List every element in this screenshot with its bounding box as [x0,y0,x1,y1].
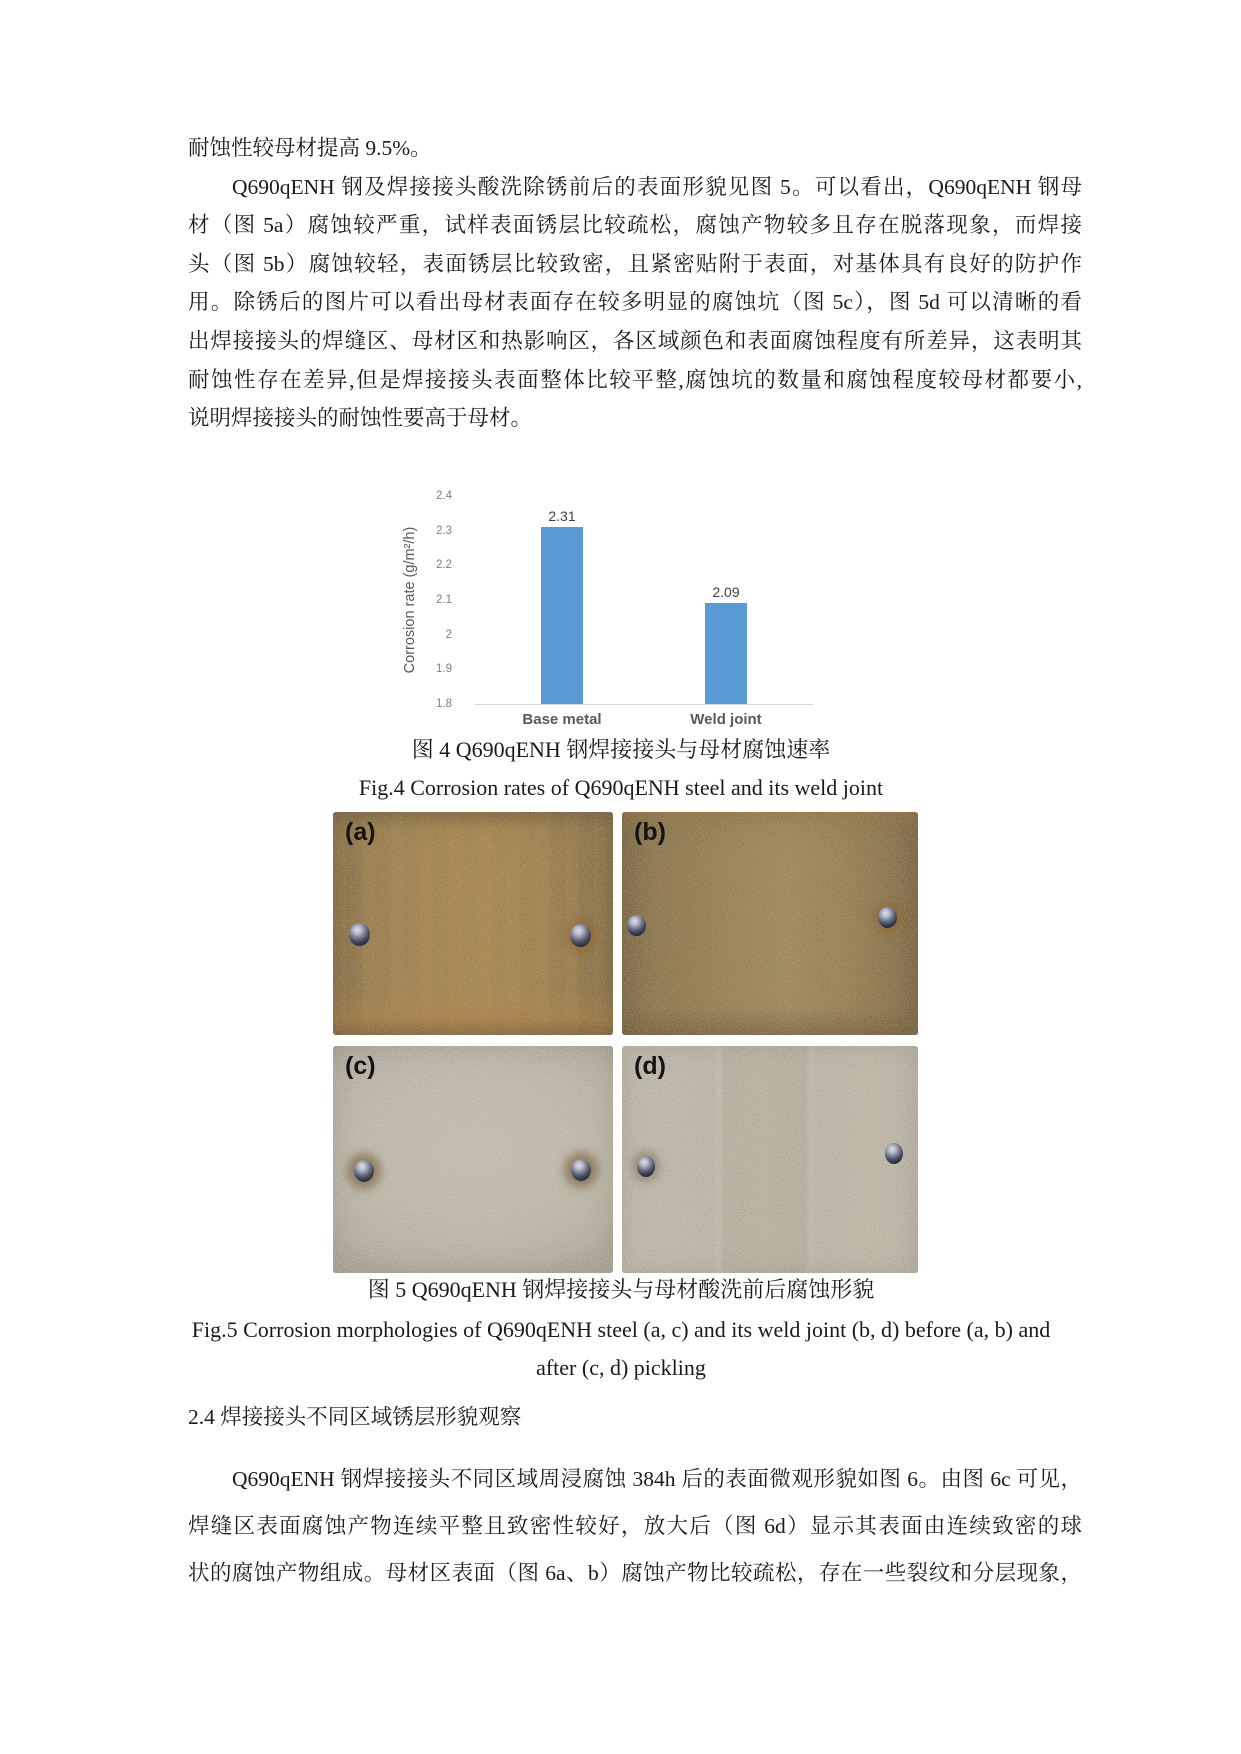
y-tick-label: 1.9 [436,663,452,675]
bar-value-base-metal: 2.31 [548,508,576,524]
bolt-hole [349,923,370,946]
y-tick-label: 2 [445,629,452,641]
photo-label-c: (c) [345,1052,376,1080]
rust-grain-texture [622,812,918,1035]
bar-weld-joint [705,603,747,704]
figure5-caption-en-line1: Fig.5 Corrosion morphologies of Q690qENH steel (a, c) and its weld joint (b, d) before (a, b) and [191,1317,1051,1342]
y-tick-label: 2.2 [436,559,452,571]
section-heading-2-4: 2.4 焊接接头不同区域锈层形貌观察 [188,1405,522,1429]
y-tick-label: 2.1 [436,594,452,606]
bolt-hole [627,915,646,936]
paragraph-2-line: Q690qENH 钢焊接接头不同区域周浸腐蚀 384h 后的表面微观形貌如图 6。由图 6c 可见， [232,1467,1082,1491]
x-axis-line [475,704,813,705]
paragraph-1-line: 头（图 5b）腐蚀较轻，表面锈层比较致密，且紧密贴附于表面，对基体具有良好的防护作 [188,251,1082,276]
bolt-hole [354,1160,374,1182]
bolt-hole [878,907,897,928]
bar-value-weld-joint: 2.09 [712,584,740,600]
photo-d-weld-joint-after-pickling [622,1046,918,1273]
photo-b-weld-joint-before-pickling [622,812,918,1035]
bolt-hole [571,1159,591,1181]
figure5-photo-grid [333,812,918,1273]
y-tick-label: 2.3 [436,525,452,537]
paragraph-1-line: Q690qENH 钢及焊接接头酸洗除锈前后的表面形貌见图 5。可以看出，Q690qENH 钢母 [232,174,1082,199]
paragraph-1-line: 材（图 5a）腐蚀较严重，试样表面锈层比较疏松，腐蚀产物较多且存在脱落现象，而焊接 [188,213,1082,238]
paragraph-1-line: 说明焊接接头的耐蚀性要高于母材。 [188,406,533,431]
bar-base-metal [541,527,583,704]
paragraph-1-line: 出焊接接头的焊缝区、母材区和热影响区，各区域颜色和表面腐蚀程度有所差异，这表明其 [188,328,1082,353]
paragraph-1-line: 用。除锈后的图片可以看出母材表面存在较多明显的腐蚀坑（图 5c），图 5d 可以清晰的看 [188,290,1082,315]
corrosion-rate-bar-chart [400,482,840,742]
y-tick-label: 2.4 [436,490,452,502]
photo-label-a: (a) [345,818,376,846]
figure5-caption-en-line2: after (c, d) pickling [536,1355,706,1380]
photo-label-d: (d) [634,1052,666,1080]
y-axis-label: Corrosion rate (g/m²/h) [402,526,418,674]
figure5-caption-zh: 图 5 Q690qENH 钢焊接接头与母材酸洗前后腐蚀形貌 [367,1277,875,1302]
paragraph-2 [188,1456,1082,1597]
paragraph-2-line: 焊缝区表面腐蚀产物连续平整且致密性较好，放大后（图 6d）显示其表面由连续致密的球 [188,1514,1082,1538]
photo-a-base-metal-before-pickling [333,812,613,1035]
x-category-weld-joint: Weld joint [690,711,762,728]
bolt-hole [885,1143,903,1164]
paragraph-2-line: 状的腐蚀产物组成。母材区表面（图 6a、b）腐蚀产物比较疏松，存在一些裂纹和分层现象， [188,1561,1082,1585]
bolt-hole [570,924,591,947]
photo-label-b: (b) [634,818,666,846]
photo-c-base-metal-after-pickling [333,1046,613,1273]
figure4-caption-zh: 图 4 Q690qENH 钢焊接接头与母材腐蚀速率 [411,737,831,762]
figure4-caption-en: Fig.4 Corrosion rates of Q690qENH steel and its weld joint [358,775,884,800]
paragraph-1-line: 耐蚀性存在差异,但是焊接接头表面整体比较平整,腐蚀坑的数量和腐蚀程度较母材都要小, [188,367,1082,392]
paragraph-1 [188,129,1082,438]
paragraph-1-line: 耐蚀性较母材提高 9.5%。 [188,136,432,160]
x-category-base-metal: Base metal [522,711,602,728]
gray-grain-texture [622,1046,918,1273]
bolt-hole [637,1156,655,1177]
y-tick-label: 1.8 [436,698,452,710]
